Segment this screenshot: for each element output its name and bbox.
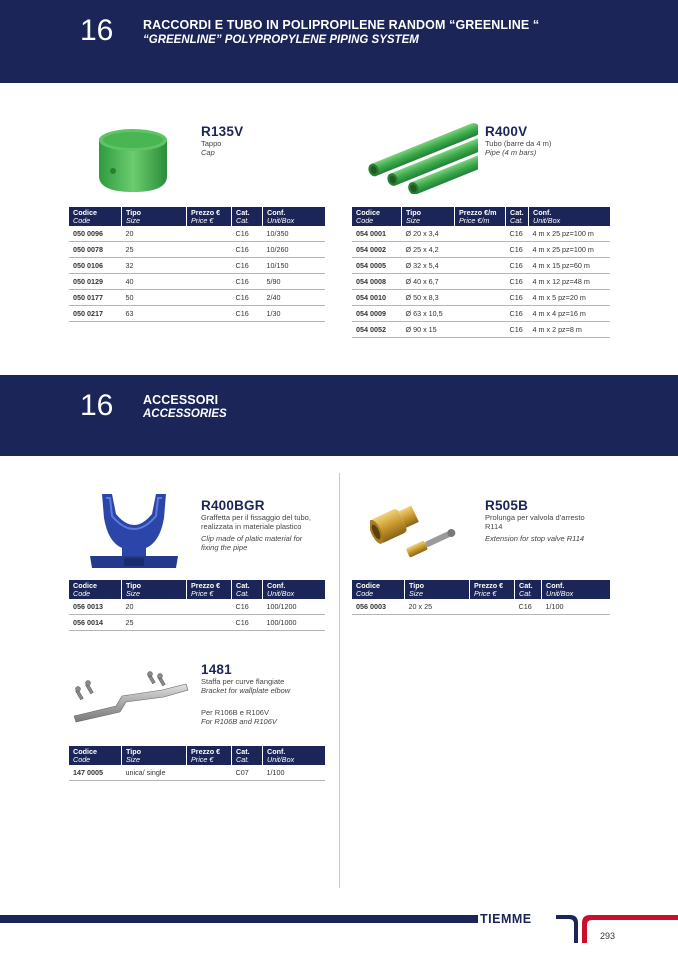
section-title: ACCESSORI: [143, 393, 219, 407]
product-r135v: [201, 124, 243, 157]
price-table-r505b: [352, 580, 610, 615]
section-title: RACCORDI E TUBO IN POLIPROPILENE RANDOM “GREENLINE “: [143, 18, 540, 32]
col-size: Tipo Size: [122, 746, 187, 765]
cell-box: 4 m x 4 pz=16 m: [529, 306, 611, 322]
cell-code: 054 0005: [352, 258, 402, 274]
cell-cat: C16: [232, 226, 263, 242]
product-r400v: [485, 124, 551, 157]
cell-box: 4 m x 25 pz=100 m: [529, 242, 611, 258]
cell-price: [187, 306, 232, 322]
table-row: [352, 274, 610, 290]
col-box: Conf. Unit/Box: [263, 746, 326, 765]
column-divider: [339, 473, 340, 888]
cell-size: 20 x 25: [405, 599, 470, 615]
product-r400bgr: [201, 498, 321, 552]
cell-box: 1/100: [263, 765, 326, 781]
table-row: [352, 599, 610, 615]
product-code: R505B: [485, 498, 529, 513]
product-code: 1481: [201, 662, 232, 677]
col-price: Prezzo € Price €: [187, 746, 232, 765]
product-code: R135V: [201, 124, 244, 139]
cell-code: 054 0008: [352, 274, 402, 290]
table-row: [69, 306, 325, 322]
cell-code: 147 0005: [69, 765, 122, 781]
product-description: Graffetta per il fissaggio del tubo, realizzata in materiale plastico: [201, 513, 311, 531]
table-row: [352, 258, 610, 274]
brand-logo: TIEMME: [480, 912, 532, 926]
table-row: [69, 258, 325, 274]
cell-size: Ø 32 x 5,4: [402, 258, 455, 274]
cell-box: 2/40: [263, 290, 326, 306]
section-header-band: [0, 0, 678, 83]
cell-code: 054 0002: [352, 242, 402, 258]
table-row: [69, 274, 325, 290]
cell-price: [455, 306, 506, 322]
col-size: Tipo Size: [402, 207, 455, 226]
product-1481: [201, 662, 290, 726]
col-cat: Cat. Cat.: [515, 580, 542, 599]
cell-size: 50: [122, 290, 187, 306]
cell-cat: C16: [232, 290, 263, 306]
cell-box: 10/350: [263, 226, 326, 242]
bracket-product-image: [66, 670, 190, 732]
product-description-en: Pipe (4 m bars): [485, 148, 537, 157]
cell-size: Ø 20 x 3,4: [402, 226, 455, 242]
cell-cat: C16: [506, 242, 529, 258]
section-subtitle: ACCESSORIES: [143, 408, 227, 420]
cell-cat: C16: [232, 599, 263, 615]
cell-cat: C16: [506, 306, 529, 322]
col-box: Conf. Unit/Box: [263, 207, 326, 226]
pipe-product-image: [368, 118, 478, 194]
col-box: Conf. Unit/Box: [542, 580, 611, 599]
price-table-r400v: [352, 207, 610, 338]
cell-cat: C16: [232, 615, 263, 631]
product-description-en: Extension for stop valve R114: [485, 534, 585, 543]
cell-box: 5/90: [263, 274, 326, 290]
cell-size: 63: [122, 306, 187, 322]
page-number: 293: [600, 931, 616, 941]
cell-cat: C16: [515, 599, 542, 615]
cell-cat: C16: [506, 274, 529, 290]
cell-code: 050 0129: [69, 274, 122, 290]
cell-price: [187, 258, 232, 274]
cell-code: 054 0009: [352, 306, 402, 322]
product-description: Tubo (barre da 4 m): [485, 139, 552, 148]
cell-price: [455, 258, 506, 274]
cell-size: Ø 40 x 6,7: [402, 274, 455, 290]
cell-price: [187, 226, 232, 242]
col-size: Tipo Size: [122, 207, 187, 226]
cap-product-image: [93, 126, 175, 196]
table-row: [352, 242, 610, 258]
col-code: Codice Code: [69, 580, 122, 599]
col-size: Tipo Size: [122, 580, 187, 599]
cell-price: [455, 274, 506, 290]
cell-price: [455, 226, 506, 242]
cell-size: 40: [122, 274, 187, 290]
cell-cat: C07: [232, 765, 263, 781]
footer-bar: [0, 915, 478, 923]
cell-code: 054 0001: [352, 226, 402, 242]
cell-code: 050 0217: [69, 306, 122, 322]
cell-code: 056 0013: [69, 599, 122, 615]
cell-price: [455, 322, 506, 338]
cell-code: 056 0014: [69, 615, 122, 631]
col-code: Codice Code: [69, 207, 122, 226]
cell-cat: C16: [506, 226, 529, 242]
cell-box: 1/30: [263, 306, 326, 322]
cell-size: Ø 50 x 8,3: [402, 290, 455, 306]
cell-price: [455, 242, 506, 258]
col-price: Prezzo € Price €: [187, 207, 232, 226]
table-row: [352, 226, 610, 242]
cell-box: 4 m x 25 pz=100 m: [529, 226, 611, 242]
cell-price: [187, 765, 232, 781]
col-code: Codice Code: [352, 207, 402, 226]
price-table-r400bgr: [69, 580, 325, 631]
cell-cat: C16: [232, 306, 263, 322]
col-size: Tipo Size: [405, 580, 470, 599]
product-note-en: For R106B and R106V: [201, 717, 277, 726]
table-row: [69, 290, 325, 306]
col-price: Prezzo € Price €: [187, 580, 232, 599]
product-note: Per R106B e R106V: [201, 708, 269, 717]
col-cat: Cat. Cat.: [506, 207, 529, 226]
cell-box: 4 m x 5 pz=20 m: [529, 290, 611, 306]
cell-price: [470, 599, 515, 615]
cell-size: Ø 90 x 15: [402, 322, 455, 338]
cell-box: 4 m x 12 pz=48 m: [529, 274, 611, 290]
col-cat: Cat. Cat.: [232, 207, 263, 226]
cell-code: 050 0177: [69, 290, 122, 306]
cell-code: 050 0096: [69, 226, 122, 242]
cell-code: 054 0010: [352, 290, 402, 306]
cell-size: 20: [122, 599, 187, 615]
cell-price: [187, 615, 232, 631]
cell-code: 056 0003: [352, 599, 405, 615]
cell-box: 100/1000: [263, 615, 326, 631]
product-code: R400V: [485, 124, 528, 139]
cell-size: unica/ single: [122, 765, 187, 781]
table-row: [352, 322, 610, 338]
cell-code: 054 0052: [352, 322, 402, 338]
col-box: Conf. Unit/Box: [263, 580, 326, 599]
cell-box: 10/260: [263, 242, 326, 258]
section-header-band: [0, 375, 678, 456]
clip-product-image: [84, 490, 184, 574]
table-row: [69, 226, 325, 242]
col-code: Codice Code: [352, 580, 405, 599]
cell-price: [455, 290, 506, 306]
cell-size: 25: [122, 242, 187, 258]
cell-size: 20: [122, 226, 187, 242]
col-cat: Cat. Cat.: [232, 580, 263, 599]
product-description-en: Cap: [201, 148, 215, 157]
price-table-1481: [69, 746, 325, 781]
cell-code: 050 0078: [69, 242, 122, 258]
cell-box: 4 m x 2 pz=8 m: [529, 322, 611, 338]
section-number: 16: [80, 389, 114, 422]
cell-size: 25: [122, 615, 187, 631]
cell-cat: C16: [232, 258, 263, 274]
cell-box: 10/150: [263, 258, 326, 274]
table-row: [69, 615, 325, 631]
table-row: [69, 242, 325, 258]
cell-price: [187, 290, 232, 306]
col-box: Conf. Unit/Box: [529, 207, 611, 226]
price-table-r135v: [69, 207, 325, 322]
brand-swoosh-icon: [556, 913, 678, 945]
col-cat: Cat. Cat.: [232, 746, 263, 765]
cell-size: Ø 63 x 10,5: [402, 306, 455, 322]
cell-cat: C16: [506, 258, 529, 274]
cell-box: 100/1200: [263, 599, 326, 615]
cell-box: 4 m x 15 pz=60 m: [529, 258, 611, 274]
cell-cat: C16: [232, 274, 263, 290]
product-code: R400BGR: [201, 498, 265, 513]
product-description: Tappo: [201, 139, 222, 148]
table-row: [69, 765, 325, 781]
col-price: Prezzo € Price €: [470, 580, 515, 599]
cell-cat: C16: [232, 242, 263, 258]
section-number: 16: [80, 14, 114, 47]
extension-product-image: [370, 494, 460, 564]
col-price: Prezzo €/m Price €/m: [455, 207, 506, 226]
section-subtitle: “GREENLINE” POLYPROPYLENE PIPING SYSTEM: [143, 34, 419, 46]
product-description: Staffa per curve flangiate: [201, 677, 285, 686]
cell-code: 050 0106: [69, 258, 122, 274]
col-code: Codice Code: [69, 746, 122, 765]
product-r505b: [485, 498, 600, 543]
product-description-en: Clip made of platic material for fixing the pipe: [201, 534, 303, 552]
cell-price: [187, 599, 232, 615]
cell-price: [187, 274, 232, 290]
table-row: [352, 290, 610, 306]
table-row: [69, 599, 325, 615]
cell-cat: C16: [506, 322, 529, 338]
cell-price: [187, 242, 232, 258]
cell-size: 32: [122, 258, 187, 274]
table-row: [352, 306, 610, 322]
cell-cat: C16: [506, 290, 529, 306]
cell-box: 1/100: [542, 599, 611, 615]
product-description-en: Bracket for wallplate elbow: [201, 686, 291, 695]
product-description: Prolunga per valvola d’arresto R114: [485, 513, 585, 531]
cell-size: Ø 25 x 4,2: [402, 242, 455, 258]
